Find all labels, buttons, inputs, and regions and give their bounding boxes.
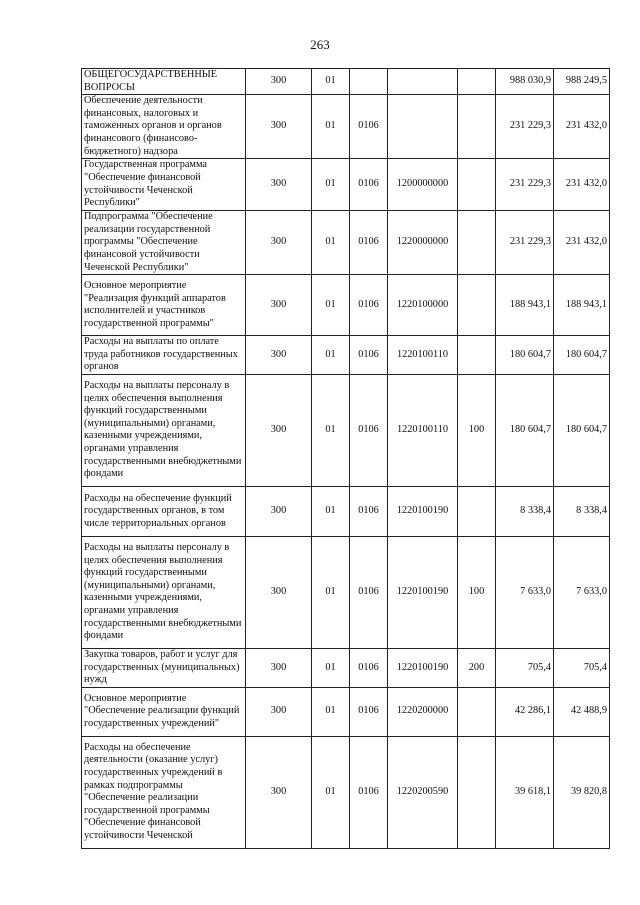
subsection-code-cell: 0106: [350, 211, 388, 275]
expense-type-cell: [458, 486, 496, 536]
target-article-cell: 1220100190: [388, 536, 458, 648]
section-code-cell: 01: [312, 69, 350, 95]
grbs-code-cell: 300: [246, 69, 312, 95]
target-article-cell: 1220100190: [388, 648, 458, 687]
row-name-cell: Расходы на выплаты персоналу в целях обеспечения выполнения функций государственными (муниципальными) органами, казенными учреждениями, органами управления государственными внебюджетными фондами: [82, 374, 246, 486]
expense-type-cell: 100: [458, 536, 496, 648]
grbs-code-cell: 300: [246, 486, 312, 536]
amount-year1-cell: 705,4: [496, 648, 554, 687]
amount-year2-cell: 988 249,5: [554, 69, 610, 95]
row-name-cell: Основное мероприятие "Реализация функций аппаратов исполнителей и участников государственной программы": [82, 275, 246, 336]
section-code-cell: 01: [312, 95, 350, 159]
table-row: [82, 486, 610, 536]
grbs-code-cell: 300: [246, 687, 312, 736]
subsection-code-cell: 0106: [350, 486, 388, 536]
grbs-code-cell: 300: [246, 648, 312, 687]
grbs-code-cell: 300: [246, 211, 312, 275]
subsection-code-cell: 0106: [350, 275, 388, 336]
expense-type-cell: [458, 159, 496, 211]
table-row: [82, 275, 610, 336]
section-code-cell: 01: [312, 486, 350, 536]
row-name-cell: Обеспечение деятельности финансовых, налоговых и таможенных органов и органов финансового (финансово-бюджетного) надзора: [82, 95, 246, 159]
section-code-cell: 01: [312, 648, 350, 687]
subsection-code-cell: 0106: [350, 336, 388, 375]
section-code-cell: 01: [312, 536, 350, 648]
target-article-cell: 1220100190: [388, 486, 458, 536]
amount-year1-cell: 231 229,3: [496, 159, 554, 211]
target-article-cell: 1220200590: [388, 736, 458, 848]
table-row: [82, 159, 610, 211]
section-code-cell: 01: [312, 336, 350, 375]
section-code-cell: 01: [312, 211, 350, 275]
section-code-cell: 01: [312, 736, 350, 848]
grbs-code-cell: 300: [246, 736, 312, 848]
amount-year2-cell: 39 820,8: [554, 736, 610, 848]
row-name-cell: Основное мероприятие "Обеспечение реализации функций государственных учреждений": [82, 687, 246, 736]
table-row: [82, 95, 610, 159]
row-name-cell: Государственная программа "Обеспечение финансовой устойчивости Чеченской Республики": [82, 159, 246, 211]
amount-year1-cell: 39 618,1: [496, 736, 554, 848]
subsection-code-cell: 0106: [350, 736, 388, 848]
amount-year2-cell: 231 432,0: [554, 159, 610, 211]
target-article-cell: 1220200000: [388, 687, 458, 736]
target-article-cell: 1220100000: [388, 275, 458, 336]
section-code-cell: 01: [312, 687, 350, 736]
target-article-cell: 1220000000: [388, 211, 458, 275]
expense-type-cell: [458, 336, 496, 375]
budget-table: [81, 68, 610, 849]
amount-year2-cell: 188 943,1: [554, 275, 610, 336]
amount-year1-cell: 188 943,1: [496, 275, 554, 336]
grbs-code-cell: 300: [246, 159, 312, 211]
grbs-code-cell: 300: [246, 275, 312, 336]
subsection-code-cell: 0106: [350, 95, 388, 159]
target-article-cell: 1200000000: [388, 159, 458, 211]
expense-type-cell: [458, 275, 496, 336]
amount-year1-cell: 988 030,9: [496, 69, 554, 95]
target-article-cell: 1220100110: [388, 336, 458, 375]
amount-year2-cell: 7 633,0: [554, 536, 610, 648]
subsection-code-cell: 0106: [350, 159, 388, 211]
grbs-code-cell: 300: [246, 536, 312, 648]
expense-type-cell: [458, 687, 496, 736]
grbs-code-cell: 300: [246, 336, 312, 375]
row-name-cell: Закупка товаров, работ и услуг для государственных (муниципальных) нужд: [82, 648, 246, 687]
row-name-cell: ОБЩЕГОСУДАРСТВЕННЫЕ ВОПРОСЫ: [82, 69, 246, 95]
subsection-code-cell: 0106: [350, 687, 388, 736]
table-row: [82, 687, 610, 736]
table-row: [82, 211, 610, 275]
expense-type-cell: [458, 736, 496, 848]
expense-type-cell: 100: [458, 374, 496, 486]
subsection-code-cell: 0106: [350, 374, 388, 486]
table-row: [82, 536, 610, 648]
subsection-code-cell: 0106: [350, 648, 388, 687]
amount-year2-cell: 180 604,7: [554, 374, 610, 486]
amount-year2-cell: 180 604,7: [554, 336, 610, 375]
amount-year1-cell: 231 229,3: [496, 211, 554, 275]
amount-year1-cell: 8 338,4: [496, 486, 554, 536]
expense-type-cell: [458, 69, 496, 95]
amount-year2-cell: 231 432,0: [554, 95, 610, 159]
subsection-code-cell: 0106: [350, 536, 388, 648]
table-row: [82, 648, 610, 687]
subsection-code-cell: [350, 69, 388, 95]
target-article-cell: [388, 95, 458, 159]
amount-year2-cell: 705,4: [554, 648, 610, 687]
amount-year1-cell: 231 229,3: [496, 95, 554, 159]
amount-year2-cell: 42 488,9: [554, 687, 610, 736]
table-row: [82, 336, 610, 375]
expense-type-cell: 200: [458, 648, 496, 687]
grbs-code-cell: 300: [246, 95, 312, 159]
target-article-cell: 1220100110: [388, 374, 458, 486]
expense-type-cell: [458, 95, 496, 159]
amount-year2-cell: 231 432,0: [554, 211, 610, 275]
grbs-code-cell: 300: [246, 374, 312, 486]
page-number: 263: [310, 37, 330, 52]
expense-type-cell: [458, 211, 496, 275]
amount-year1-cell: 180 604,7: [496, 336, 554, 375]
row-name-cell: Расходы на обеспечение деятельности (оказание услуг) государственных учреждений в рамках подпрограммы "Обеспечение реализации государственной программы "Обеспечение финансовой устойчивости Чеченской: [82, 736, 246, 848]
row-name-cell: Расходы на обеспечение функций государственных органов, в том числе территориальных органов: [82, 486, 246, 536]
amount-year1-cell: 180 604,7: [496, 374, 554, 486]
section-code-cell: 01: [312, 275, 350, 336]
amount-year1-cell: 7 633,0: [496, 536, 554, 648]
target-article-cell: [388, 69, 458, 95]
table-row: [82, 374, 610, 486]
amount-year1-cell: 42 286,1: [496, 687, 554, 736]
table-row: [82, 69, 610, 95]
row-name-cell: Расходы на выплаты по оплате труда работников государственных органов: [82, 336, 246, 375]
row-name-cell: Подпрограмма "Обеспечение реализации государственной программы "Обеспечение финансовой устойчивости Чеченской Республики": [82, 211, 246, 275]
section-code-cell: 01: [312, 159, 350, 211]
amount-year2-cell: 8 338,4: [554, 486, 610, 536]
section-code-cell: 01: [312, 374, 350, 486]
table-row: [82, 736, 610, 848]
row-name-cell: Расходы на выплаты персоналу в целях обеспечения выполнения функций государственными (муниципальными) органами, казенными учреждениями, органами управления государственными внебюджетными фондами: [82, 536, 246, 648]
